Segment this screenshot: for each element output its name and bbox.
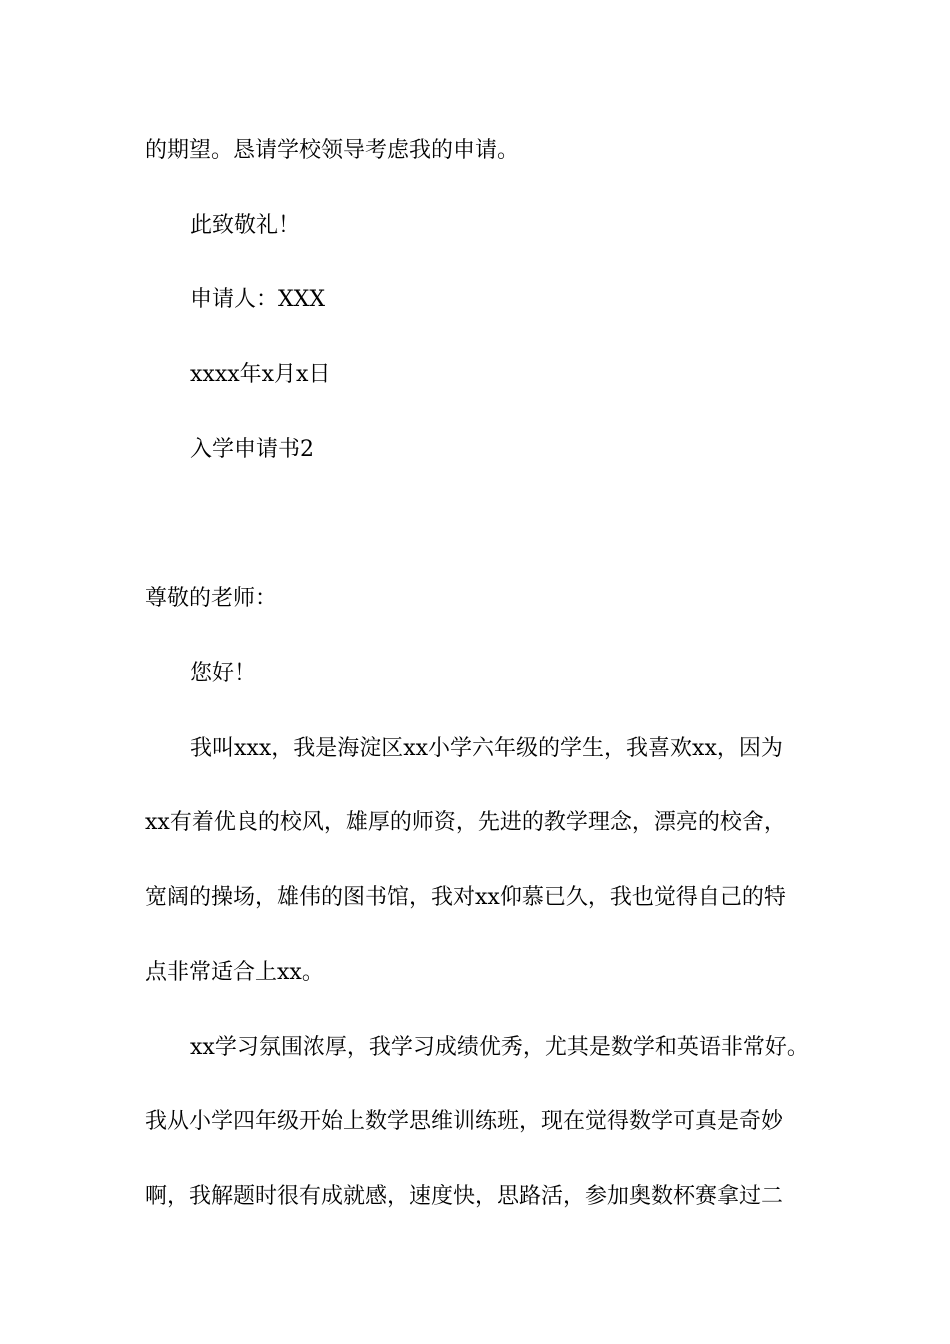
- closing-salutation: 此致敬礼！: [190, 213, 301, 238]
- paragraph-line: xx有着优良的校风，雄厚的师资，先进的教学理念，漂亮的校舍，: [145, 810, 786, 835]
- paragraph-line: 宽阔的操场，雄伟的图书馆，我对xx仰慕已久，我也觉得自己的特: [145, 885, 786, 910]
- section-title: 入学申请书2: [190, 437, 314, 462]
- paragraph-line: 点非常适合上xx。: [145, 960, 324, 985]
- paragraph-line: 我叫xxx，我是海淀区xx小学六年级的学生，我喜欢xx，因为: [190, 736, 783, 761]
- greeting: 您好！: [190, 661, 257, 686]
- paragraph-line: 的期望。恳请学校领导考虑我的申请。: [145, 138, 520, 163]
- paragraph-line: 我从小学四年级开始上数学思维训练班，现在觉得数学可真是奇妙: [145, 1109, 784, 1134]
- paragraph-line: 啊，我解题时很有成就感，速度快，思路活，参加奥数杯赛拿过二: [145, 1184, 784, 1209]
- application-date: xxxx年x月x日: [190, 362, 331, 387]
- paragraph-line: xx学习氛围浓厚，我学习成绩优秀，尤其是数学和英语非常好。: [190, 1035, 809, 1060]
- applicant-signature: 申请人：XXX: [190, 287, 325, 312]
- greeting-recipient: 尊敬的老师：: [145, 586, 278, 611]
